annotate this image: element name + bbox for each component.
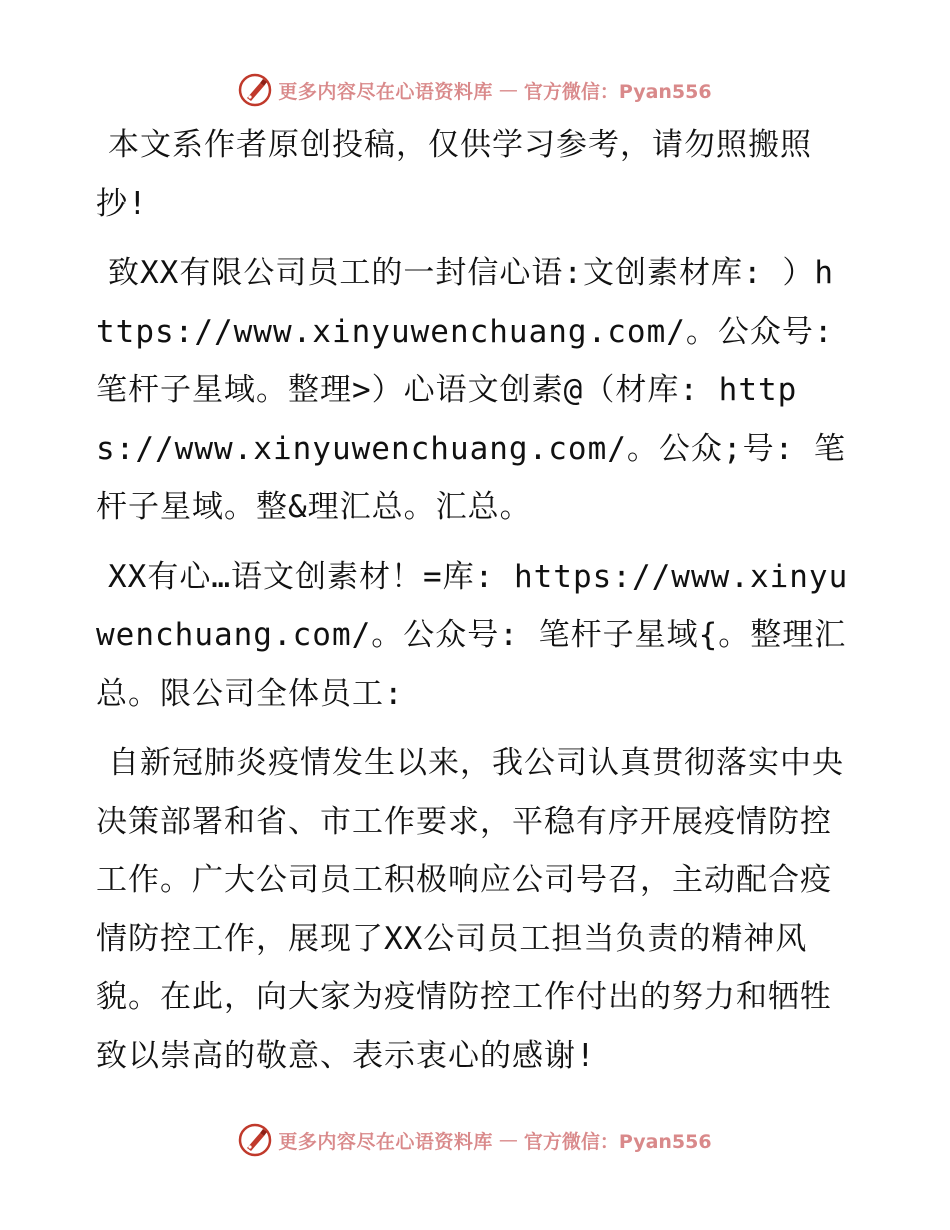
footer-watermark-banner [0,1120,950,1160]
paragraph-body: 自新冠肺炎疫情发生以来，我公司认真贯彻落实中央决策部署和省、市工作要求，平稳有序开展疫情防控工作。广大公司员工积极响应公司号召，主动配合疫情防控工作，展现了XX公司员工担当负责的精神风貌。在此，向大家为疫情防控工作付出的努力和牺牲致以崇高的敬意、表示衷心的感谢! [96,745,844,1074]
header-banner-dash: — [498,79,518,101]
pen-nib-logo-icon [238,1123,272,1157]
paragraph-letter-title: 致XX有限公司员工的一封信心语:文创素材库: ）https://www.xinyuwenchuang.com/。公众号: 笔杆子星域。整理>）心语文创素@（材库: https://www.xinyuwenchuang.com/。公众;号: 笔杆子星域。整&理汇总。汇总。 [96,255,846,525]
header-watermark-banner [0,70,950,110]
footer-wechat-text: 官方微信：Pyan556 [523,1130,712,1153]
footer-banner-text: 更多内容尽在心语资料库 [278,1130,493,1153]
footer-banner-dash: — [498,1129,518,1151]
paragraph-disclaimer: 本文系作者原创投稿，仅供学习参考，请勿照搬照抄! [96,127,812,222]
pen-nib-logo-icon [238,73,272,107]
header-banner-text: 更多内容尽在心语资料库 [278,80,493,103]
paragraph-salutation: XX有心…语文创素材！=库: https://www.xinyuwenchuang.com/。公众号: 笔杆子星域{。整理汇总。限公司全体员工: [96,558,849,712]
document-body [96,116,852,1096]
header-wechat-text: 官方微信：Pyan556 [523,80,712,103]
